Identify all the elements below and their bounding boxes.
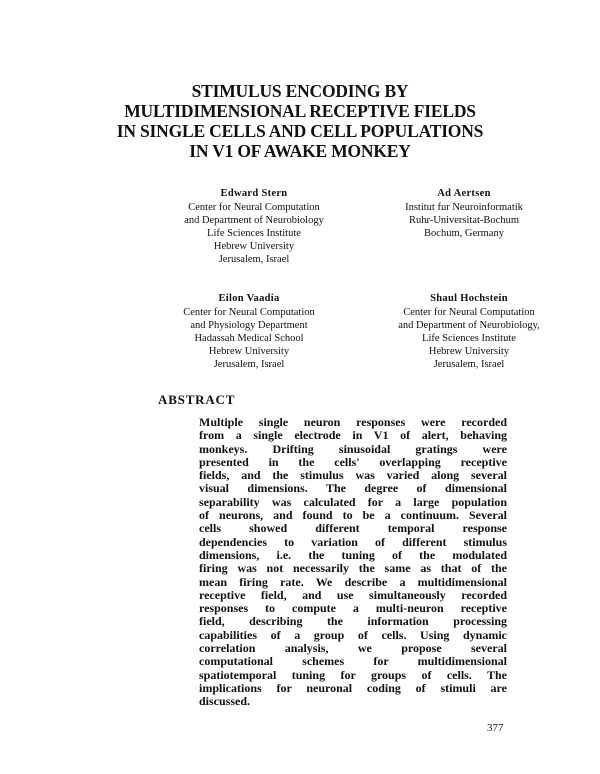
affiliation-line: Center for Neural Computation (183, 307, 315, 318)
affiliation-line: Hadassah Medical School (194, 333, 304, 344)
abstract-line: discussed. (199, 694, 251, 709)
abstract-line: from a single electrode in V1 of alert, behaving (199, 428, 507, 443)
title-line: IN SINGLE CELLS AND CELL POPULATIONS (116, 121, 484, 141)
author-name: Ad Aertsen (437, 188, 491, 199)
author-name: Eilon Vaadia (218, 293, 280, 304)
abstract-line: field, describing the information processing (199, 614, 507, 629)
abstract-line: cells showed different temporal response (199, 521, 507, 536)
abstract-line: firing was not necessarily the same as that of the (199, 561, 507, 576)
author-block-vaadia (165, 292, 333, 371)
title-line: MULTIDIMENSIONAL RECEPTIVE FIELDS (124, 101, 476, 121)
affiliation-line: and Physiology Department (190, 320, 308, 331)
abstract-line: implications for neuronal coding of stimuli are (199, 680, 507, 695)
affiliation-line: and Department of Neurobiology (184, 215, 324, 226)
affiliation-line: Ruhr-Universitat-Bochum (408, 215, 520, 226)
abstract-line: visual dimensions. The degree of dimensional (199, 481, 507, 496)
author-block-stern (170, 187, 338, 266)
affiliation-line: Hebrew University (213, 241, 295, 252)
abstract-heading: ABSTRACT (158, 392, 236, 407)
page-number: 377 (487, 722, 504, 734)
title-line: IN V1 OF AWAKE MONKEY (189, 141, 411, 161)
affiliation-line: Institut fur Neuroinformatik (405, 202, 523, 213)
abstract-line: presented in the cells' overlapping receptive (199, 454, 507, 469)
author-block-aertsen (380, 187, 548, 240)
abstract-line: separability was calculated for a large population (199, 494, 507, 509)
abstract-line: dependencies to variation of different stimulus (199, 534, 507, 549)
abstract-line: capabilities of a group of cells. Using dynamic (199, 627, 507, 642)
abstract-line: dimensions, i.e. the tuning of the modulated (199, 547, 507, 562)
author-block-hochstein (381, 292, 557, 371)
affiliation-line: Hebrew University (208, 346, 290, 357)
affiliation-line: Life Sciences Institute (422, 333, 516, 344)
affiliation-line: Hebrew University (428, 346, 510, 357)
paper-title (100, 81, 500, 161)
abstract-line: computational schemes for multidimensional (199, 654, 507, 669)
title-line: STIMULUS ENCODING BY (191, 81, 409, 101)
affiliation-line: Center for Neural Computation (403, 307, 535, 318)
abstract-line: Multiple single neuron responses were recorded (199, 415, 507, 429)
affiliation-line: Jerusalem, Israel (213, 359, 285, 370)
abstract-line: monkeys. Drifting sinusoidal gratings were (199, 441, 507, 456)
affiliation-line: Center for Neural Computation (188, 202, 320, 213)
abstract-line: of neurons, and found to be a continuum. Several (199, 508, 507, 523)
abstract-line: spatiotemporal tuning for groups of cells. The (199, 667, 507, 682)
abstract-line: receptive field, and use simultaneously recorded (199, 587, 507, 602)
affiliation-line: Bochum, Germany (424, 228, 504, 239)
affiliation-line: Life Sciences Institute (207, 228, 301, 239)
abstract-line: fields, and the stimulus was varied along several (199, 468, 507, 483)
abstract-line: correlation analysis, we propose several (199, 641, 507, 656)
author-name: Edward Stern (220, 188, 288, 199)
author-name: Shaul Hochstein (430, 293, 508, 304)
abstract-line: mean firing rate. We describe a multidimensional (199, 574, 507, 589)
affiliation-line: and Department of Neurobiology, (398, 320, 540, 331)
affiliation-line: Jerusalem, Israel (218, 254, 290, 265)
affiliation-line: Jerusalem, Israel (433, 359, 505, 370)
abstract-line: responses to compute a multi-neuron receptive (199, 601, 507, 616)
abstract-body (199, 416, 507, 709)
